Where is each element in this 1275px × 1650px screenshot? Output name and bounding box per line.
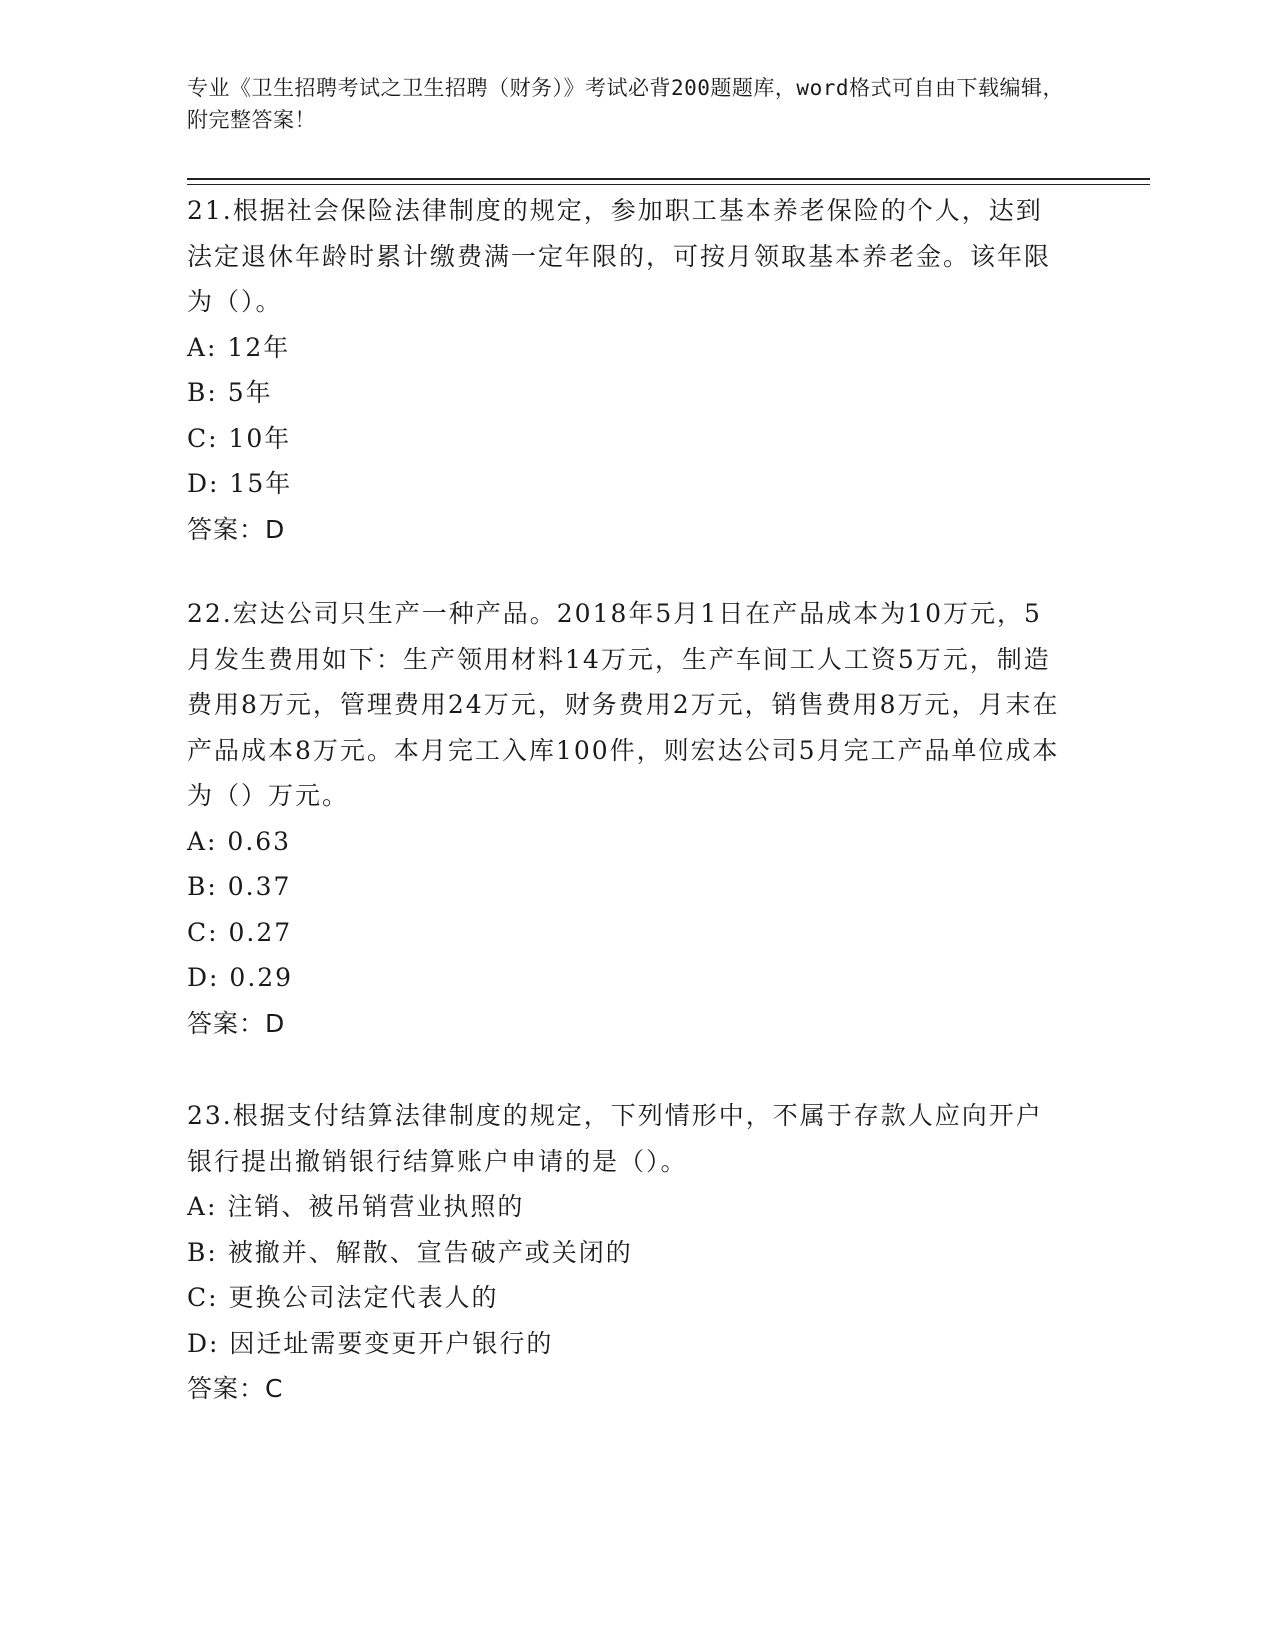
- header-rule-thick: [187, 178, 1150, 180]
- option-d: D: 因迁址需要变更开户银行的: [187, 1328, 554, 1358]
- option-b: B: 0.37: [187, 872, 292, 901]
- answer: 答案：D: [187, 514, 286, 544]
- option-b: B: 5年: [187, 378, 273, 407]
- option-d: D: 0.29: [187, 963, 294, 992]
- question-23: [187, 1093, 1067, 1412]
- option-a: A: 0.63: [187, 826, 292, 856]
- option-c: C: 0.27: [187, 917, 293, 947]
- option-a: A: 12年: [187, 332, 291, 362]
- answer: 答案：C: [187, 1374, 284, 1403]
- question-text: 21.根据社会保险法律制度的规定，参加职工基本养老保险的个人，达到法定退休年龄时累计缴费满一定年限的，可按月领取基本养老金。该年限为（）。: [187, 196, 1052, 316]
- question-21: [187, 188, 1067, 552]
- option-d: D: 15年: [187, 469, 293, 498]
- question-text: 22.宏达公司只生产一种产品。2018年5月1日在产品成本为10万元，5月发生费用如下：生产领用材料14万元，生产车间工人工资5万元，制造费用8万元，管理费用24万元，财务费用2万元，销售费用8万元，月末在产品成本8万元。本月完工入库100件，则宏达公司5月完工产品单位成本为（）万元。: [187, 599, 1060, 810]
- option-c: C: 10年: [187, 423, 292, 453]
- option-b: B: 被撤并、解散、宣告破产或关闭的: [187, 1237, 633, 1267]
- option-a: A: 注销、被吊销营业执照的: [187, 1192, 525, 1221]
- question-22: [187, 591, 1067, 1046]
- document-header: 专业《卫生招聘考试之卫生招聘（财务）》考试必背200题题库，word格式可自由下载编辑，附完整答案！: [187, 76, 1064, 132]
- answer: 答案：D: [187, 1008, 286, 1038]
- option-c: C: 更换公司法定代表人的: [187, 1283, 499, 1312]
- question-text: 23.根据支付结算法律制度的规定，下列情形中，不属于存款人应向开户银行提出撤销银行结算账户申请的是（）。: [187, 1101, 1043, 1176]
- header-rule-thin: [187, 184, 1150, 185]
